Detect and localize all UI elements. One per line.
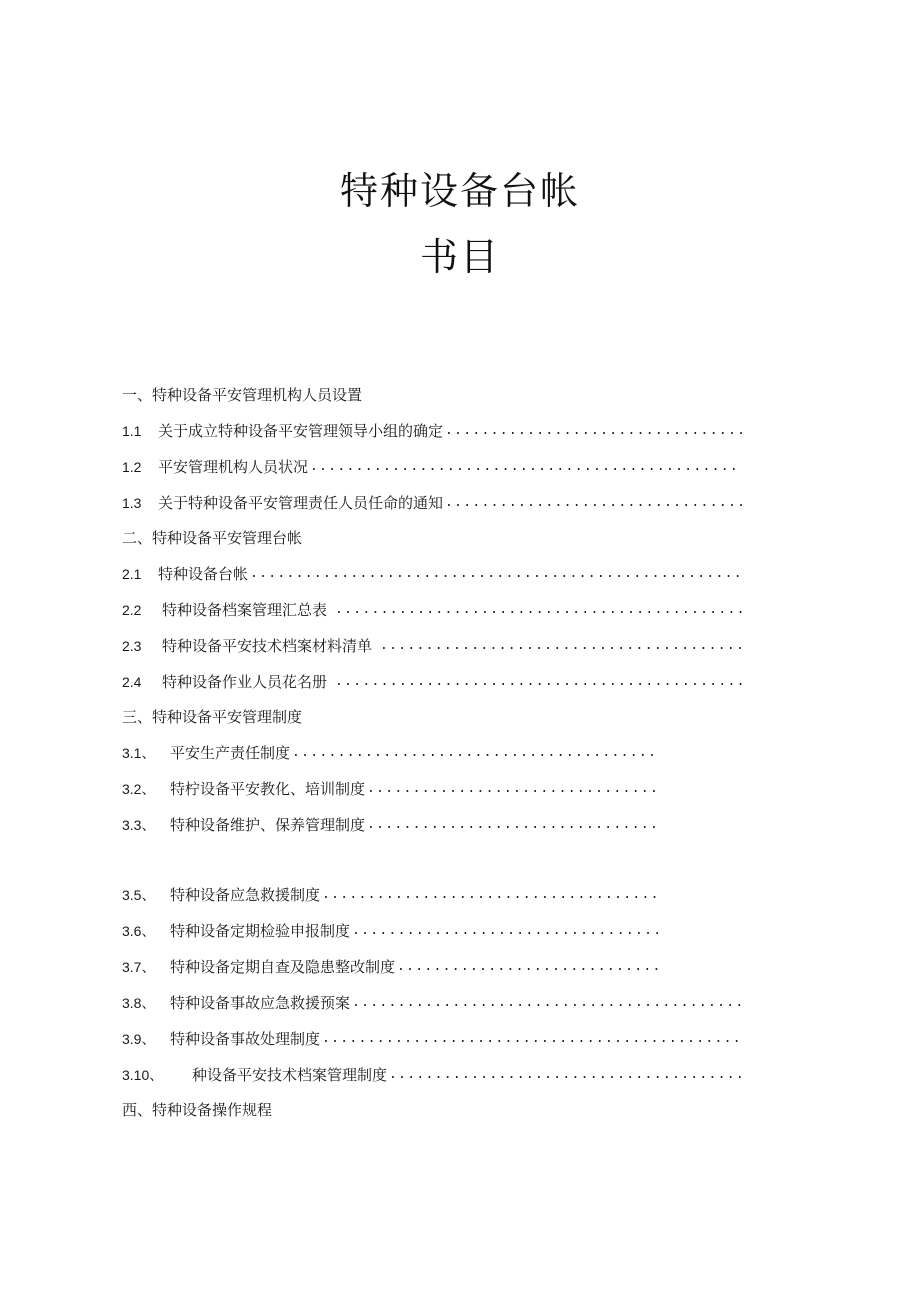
toc-leader-dots bbox=[320, 880, 660, 910]
toc-section-4 bbox=[122, 1095, 272, 1125]
toc-item-title: 关于特种设备平安管理责任人员任命的通知 bbox=[158, 494, 444, 512]
toc-item-title: 特种设备台帐 bbox=[158, 565, 249, 583]
toc-section-heading: 三、特种设备平安管理制度 bbox=[122, 708, 303, 726]
toc-item-number: 1.3 bbox=[122, 495, 142, 511]
toc-item-title: 平安管理机构人员状况 bbox=[158, 458, 309, 476]
toc-leader-dots bbox=[365, 774, 660, 804]
toc-item-title: 特种设备应急救援制度 bbox=[170, 886, 321, 904]
toc-section-2 bbox=[122, 523, 302, 553]
toc-leader-dots bbox=[365, 810, 660, 840]
toc-item-2-4[interactable] bbox=[122, 667, 742, 697]
document-subtitle: 书目 bbox=[419, 235, 500, 279]
toc-item-title: 特柠设备平安教化、培训制度 bbox=[170, 780, 366, 798]
toc-item-title: 特种设备事故应急救援预案 bbox=[170, 994, 351, 1012]
toc-section-1 bbox=[122, 380, 362, 410]
toc-item-3-9[interactable] bbox=[122, 1024, 742, 1054]
toc-item-number: 1.1 bbox=[122, 423, 142, 439]
toc-item-title: 平安生产责任制度 bbox=[170, 744, 291, 762]
toc-item-1-3[interactable] bbox=[122, 488, 742, 518]
toc-item-1-2[interactable] bbox=[122, 452, 742, 482]
toc-item-title: 特种设备事故处理制度 bbox=[170, 1030, 321, 1048]
toc-item-2-2[interactable] bbox=[122, 595, 742, 625]
toc-item-3-6[interactable] bbox=[122, 916, 660, 946]
toc-item-2-1[interactable] bbox=[122, 559, 742, 589]
toc-item-number: 3.10、 bbox=[122, 1067, 164, 1083]
toc-item-3-8[interactable] bbox=[122, 988, 742, 1018]
toc-item-3-7[interactable] bbox=[122, 952, 660, 982]
toc-leader-dots bbox=[443, 488, 742, 518]
toc-item-title: 关于成立特种设备平安管理领导小组的确定 bbox=[158, 422, 444, 440]
toc-item-number: 3.3、 bbox=[122, 817, 156, 833]
toc-item-title: 特种设备维护、保养管理制度 bbox=[170, 816, 366, 834]
toc-item-3-3[interactable] bbox=[122, 810, 660, 840]
toc-leader-dots bbox=[320, 1024, 742, 1054]
toc-item-number: 2.2 bbox=[122, 602, 142, 618]
toc-item-number: 3.7、 bbox=[122, 959, 156, 975]
toc-leader-dots bbox=[327, 667, 742, 697]
toc-item-number: 2.4 bbox=[122, 674, 142, 690]
toc-section-heading: 西、特种设备操作规程 bbox=[122, 1101, 273, 1119]
toc-leader-dots bbox=[327, 595, 742, 625]
toc-leader-dots bbox=[248, 559, 742, 589]
toc-item-3-5[interactable] bbox=[122, 880, 660, 910]
toc-item-number: 2.1 bbox=[122, 566, 142, 582]
toc-item-number: 3.6、 bbox=[122, 923, 156, 939]
toc-leader-dots bbox=[350, 988, 742, 1018]
toc-item-3-10[interactable] bbox=[122, 1060, 742, 1090]
toc-leader-dots bbox=[395, 952, 660, 982]
toc-item-title: 特种设备平安技术档案材料清单 bbox=[162, 637, 373, 655]
toc-item-title: 种设备平安技术档案管理制度 bbox=[192, 1066, 388, 1084]
toc-item-3-1[interactable] bbox=[122, 738, 660, 768]
toc-item-title: 特种设备作业人员花名册 bbox=[162, 673, 328, 691]
toc-section-3 bbox=[122, 702, 302, 732]
toc-item-number: 3.9、 bbox=[122, 1031, 156, 1047]
toc-leader-dots bbox=[443, 416, 742, 446]
toc-leader-dots bbox=[387, 1060, 742, 1090]
toc-item-title: 特种设备定期检验申报制度 bbox=[170, 922, 351, 940]
toc-section-heading: 一、特种设备平安管理机构人员设置 bbox=[122, 386, 363, 404]
toc-leader-dots bbox=[372, 631, 742, 661]
toc-item-number: 3.8、 bbox=[122, 995, 156, 1011]
toc-item-number: 1.2 bbox=[122, 459, 142, 475]
toc-item-number: 3.5、 bbox=[122, 887, 156, 903]
toc-section-heading: 二、特种设备平安管理台帐 bbox=[122, 529, 303, 547]
toc-item-title: 特种设备档案管理汇总表 bbox=[162, 601, 328, 619]
toc-item-number: 3.1、 bbox=[122, 745, 156, 761]
toc-leader-dots bbox=[290, 738, 660, 768]
toc-leader-dots bbox=[308, 452, 742, 482]
toc-item-2-3[interactable] bbox=[122, 631, 742, 661]
document-title: 特种设备台帐 bbox=[339, 169, 580, 213]
toc-item-number: 2.3 bbox=[122, 638, 142, 654]
toc-leader-dots bbox=[350, 916, 660, 946]
toc-item-title: 特种设备定期自查及隐患整改制度 bbox=[170, 958, 396, 976]
toc-item-1-1[interactable] bbox=[122, 416, 742, 446]
toc-item-3-2[interactable] bbox=[122, 774, 660, 804]
toc-item-number: 3.2、 bbox=[122, 781, 156, 797]
